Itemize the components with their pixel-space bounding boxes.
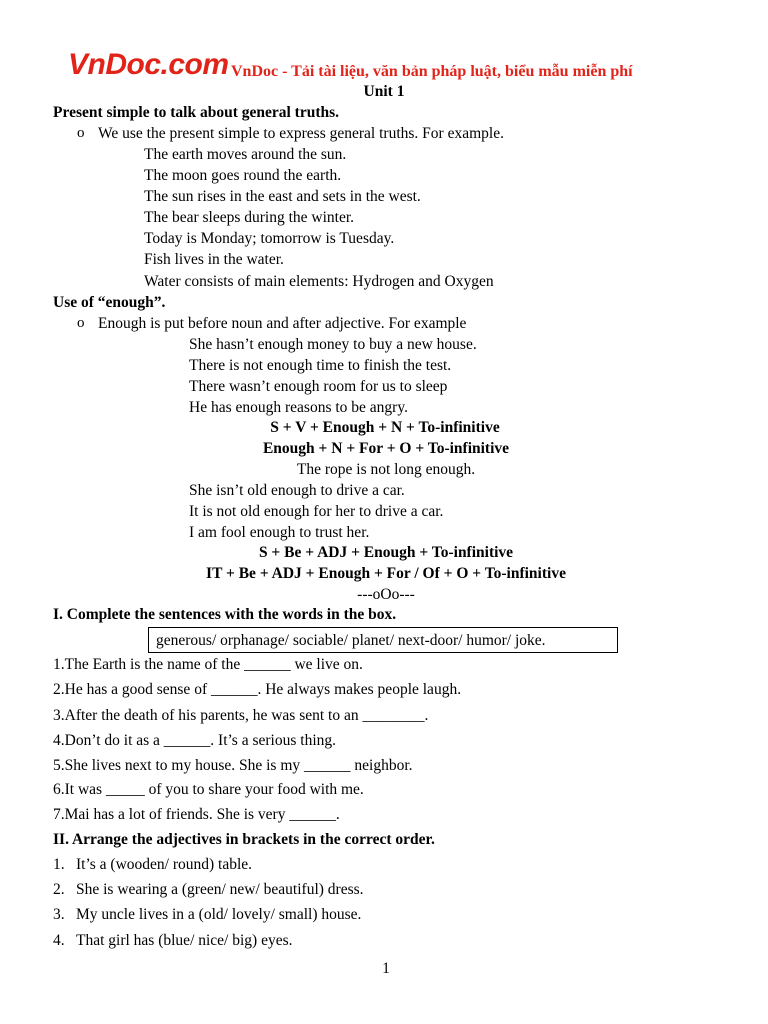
section2-heading: Use of “enough”.	[53, 294, 166, 311]
exercise-item: She is wearing a (green/ new/ beautiful) dress.	[76, 881, 364, 898]
example-line: Today is Monday; tomorrow is Tuesday.	[144, 230, 395, 247]
bullet-marker: o	[77, 125, 85, 141]
exercise-item: 2.He has a good sense of ______. He always makes people laugh.	[53, 681, 462, 698]
exercise-item: That girl has (blue/ nice/ big) eyes.	[76, 932, 293, 949]
exercise-item: It’s a (wooden/ round) table.	[76, 856, 253, 873]
example-line: The sun rises in the east and sets in the west.	[144, 188, 421, 205]
exercise-item: My uncle lives in a (old/ lovely/ small) house.	[76, 906, 362, 923]
exercise2-heading: II. Arrange the adjectives in brackets in the correct order.	[53, 831, 435, 848]
vndoc-logo	[68, 50, 229, 80]
exercise-item-number: 1.	[53, 856, 65, 873]
centered-example: The rope is not long enough.	[296, 461, 476, 478]
section1-heading: Present simple to talk about general truths.	[53, 104, 340, 121]
exercise-item: 3.After the death of his parents, he was sent to an ________.	[53, 707, 429, 724]
formula: IT + Be + ADJ + Enough + For / Of + O + To-infinitive	[206, 565, 566, 582]
example-line: The moon goes round the earth.	[144, 167, 342, 184]
example-line: The earth moves around the sun.	[144, 146, 347, 163]
example-line: There wasn’t enough room for us to sleep	[189, 378, 448, 395]
logo-com: .com	[160, 48, 229, 81]
formula: Enough + N + For + O + To-infinitive	[262, 440, 510, 457]
example-line: I am fool enough to trust her.	[189, 524, 370, 541]
exercise-item-number: 3.	[53, 906, 65, 923]
example-line: It is not old enough for her to drive a car.	[189, 503, 444, 520]
formula: S + V + Enough + N + To-infinitive	[270, 419, 500, 436]
unit-title: Unit 1	[363, 83, 405, 100]
example-line: She isn’t old enough to drive a car.	[189, 482, 405, 499]
word-box	[148, 627, 618, 653]
exercise-item: 5.She lives next to my house. She is my ______ neighbor.	[53, 757, 413, 774]
word-box-text: generous/ orphanage/ sociable/ planet/ next-door/ humor/ joke.	[156, 632, 546, 649]
example-line: He has enough reasons to be angry.	[189, 399, 408, 416]
exercise-item: 4.Don’t do it as a ______. It’s a serious thing.	[53, 732, 336, 749]
exercise-item-number: 4.	[53, 932, 65, 949]
logo-vn: Vn	[68, 48, 106, 81]
exercise-item-number: 2.	[53, 881, 65, 898]
example-line: Fish lives in the water.	[144, 251, 284, 268]
example-line: The bear sleeps during the winter.	[144, 209, 355, 226]
exercise-item: 1.The Earth is the name of the ______ we live on.	[53, 656, 363, 673]
formula: S + Be + ADJ + Enough + To-infinitive	[258, 544, 514, 561]
bullet-marker: o	[77, 315, 85, 331]
example-line: There is not enough time to finish the test.	[189, 357, 452, 374]
page-number: 1	[382, 960, 390, 977]
exercise1-heading: I. Complete the sentences with the words in the box.	[53, 606, 397, 623]
header-tagline: VnDoc - Tải tài liệu, văn bản pháp luật, biểu mẫu miễn phí	[231, 63, 633, 80]
example-line: Water consists of main elements: Hydrogen and Oxygen	[144, 273, 494, 290]
exercise-item: 7.Mai has a lot of friends. She is very ______.	[53, 806, 340, 823]
exercise-item: 6.It was _____ of you to share your food with me.	[53, 781, 364, 798]
section2-bullet: Enough is put before noun and after adjective. For example	[98, 315, 467, 332]
section1-bullet: We use the present simple to express general truths. For example.	[98, 125, 504, 142]
logo-doc: Doc	[105, 48, 161, 81]
separator: ---oOo---	[357, 586, 415, 603]
example-line: She hasn’t enough money to buy a new house.	[189, 336, 477, 353]
